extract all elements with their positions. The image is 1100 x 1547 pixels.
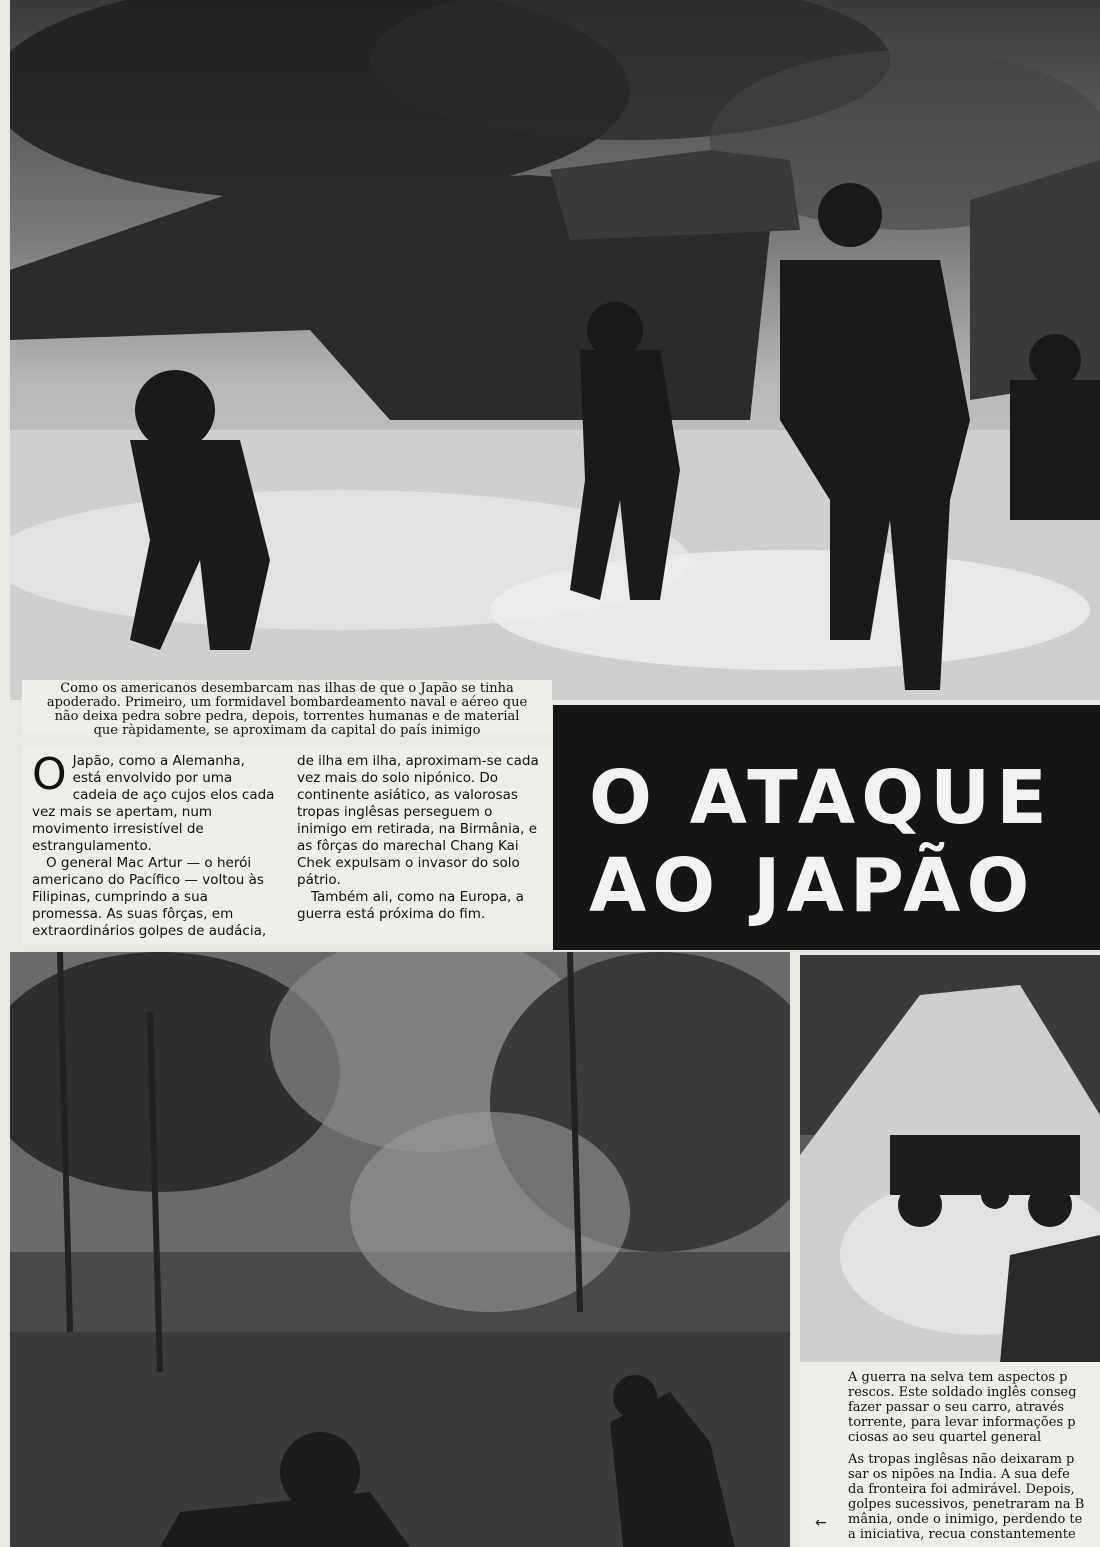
- body-line: mânia, onde o inimigo, perdendo te: [848, 1512, 1083, 1527]
- caption-line: torrente, para levar informações p: [848, 1415, 1076, 1430]
- caption-line: rescos. Este soldado inglês conseg: [848, 1385, 1077, 1400]
- caption-line: não deixa pedra sobre pedra, depois, torrentes humanas e de material: [54, 709, 520, 724]
- headline-line-1: O ATAQUE: [589, 755, 1053, 841]
- headline-line-2: AO JAPÃO: [589, 843, 1036, 929]
- body-line: sar os nipões na India. A sua defe: [848, 1467, 1070, 1482]
- top-photo-caption: [22, 680, 552, 738]
- article-paragraph: O general Mac Artur — o herói americano do Pacífico — voltou às Filipinas, cumprindo a sua promessa. As suas fôrças, em extraordinários golpes de audácia,: [32, 855, 267, 939]
- body-line: da fronteira foi admirável. Depois,: [848, 1482, 1075, 1497]
- article-paragraph: Também ali, como na Europa, a guerra está próxima do fim.: [297, 889, 524, 922]
- river-caption-block: [800, 1362, 1100, 1547]
- continue-arrow-icon: ←: [815, 1515, 827, 1531]
- headline-block: [553, 705, 1100, 950]
- article-body: [22, 745, 552, 945]
- landing-photo: [10, 0, 1100, 700]
- river-jeep-photo: [800, 955, 1100, 1363]
- caption-line: A guerra na selva tem aspectos p: [848, 1370, 1068, 1385]
- body-line: As tropas inglêsas não deixaram p: [848, 1452, 1075, 1467]
- caption-line: Como os americanos desembarcam nas ilhas de que o Japão se tinha: [60, 681, 514, 696]
- caption-line: que ràpidamente, se aproximam da capital do país inimigo: [93, 723, 481, 738]
- caption-line: fazer passar o seu carro, através: [848, 1400, 1064, 1415]
- article-paragraph: de ilha em ilha, aproximam-se cada vez mais do solo nipónico. Do continente asiático, as valorosas tropas inglêsas perseguem o inimigo em retirada, na Birmânia, e as fôrças do marechal Chang Kai Chek expulsam o invasor do solo pátrio.: [297, 753, 539, 888]
- jungle-patrol-photo: [10, 952, 790, 1547]
- article-column-1: [32, 749, 277, 940]
- drop-cap: O: [32, 749, 67, 800]
- article-column-2: [297, 753, 542, 923]
- article-paragraph: Japão, como a Alemanha, está envolvido por uma cadeia de aço cujos elos cada vez mais se apertam, num movimento irresistível de estrangulamento.: [32, 753, 275, 854]
- body-line: a iniciativa, recua constantemente: [848, 1527, 1076, 1542]
- body-line: golpes sucessivos, penetraram na B: [848, 1497, 1085, 1512]
- caption-line: ciosas ao seu quartel general: [848, 1430, 1042, 1445]
- caption-line: apoderado. Primeiro, um formidavel bombardeamento naval e aéreo que: [46, 695, 528, 710]
